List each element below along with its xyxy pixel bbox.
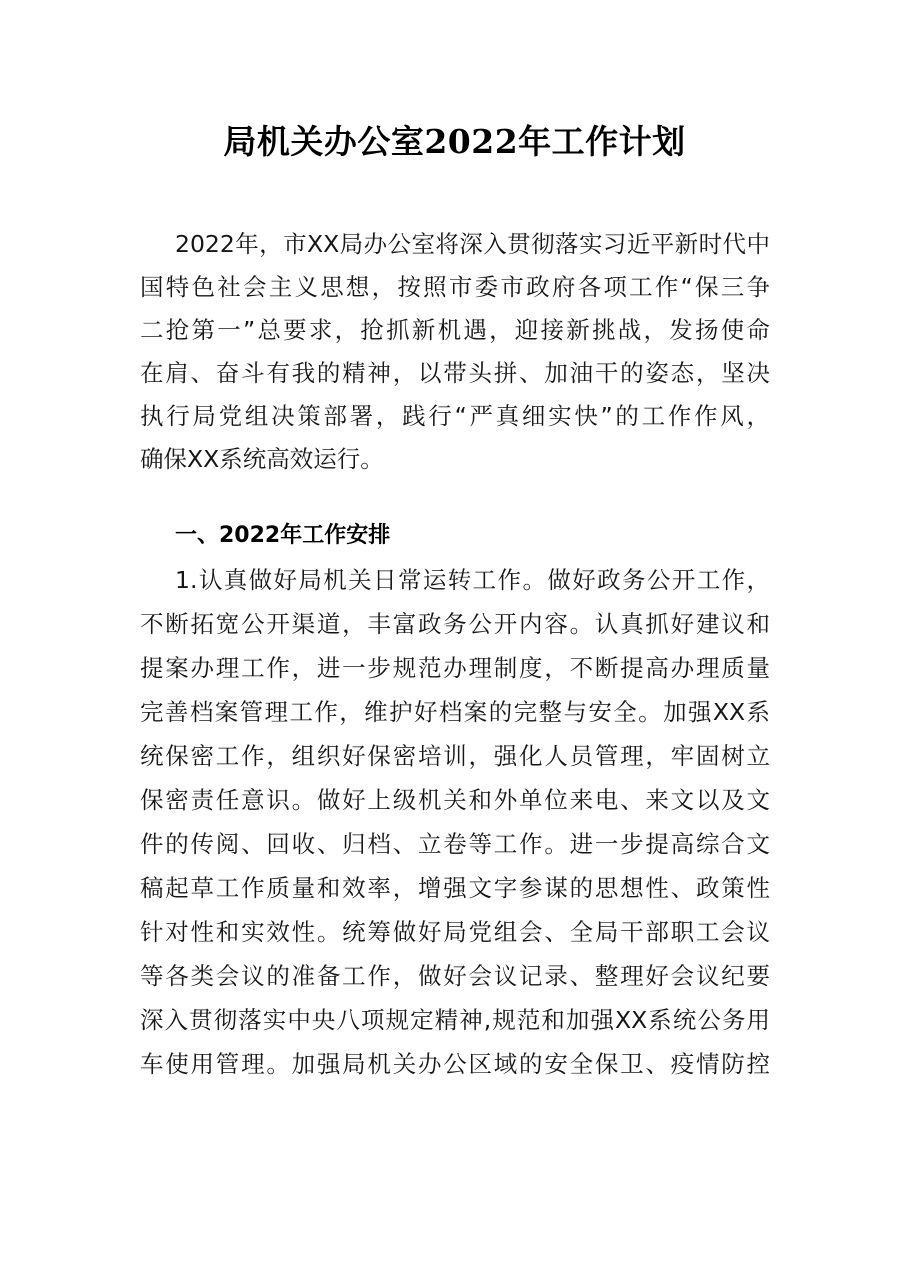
body-line: 针对性和实效性。统筹做好局党组会、全局干部职工会议 xyxy=(140,918,770,946)
body-line: 统保密工作，组织好保密培训，强化人员管理，牢固树立 xyxy=(140,742,770,770)
intro-line: 国特色社会主义思想，按照市委市政府各项工作“保三争 xyxy=(140,273,770,301)
body-line: 稿起草工作质量和效率，增强文字参谋的思想性、政策性 xyxy=(140,874,770,902)
body-line: 不断拓宽公开渠道，丰富政务公开内容。认真抓好建议和 xyxy=(140,610,770,638)
document-title: 局机关办公室2022年工作计划 xyxy=(223,122,686,161)
intro-line: 2022年，市XX局办公室将深入贯彻落实习近平新时代中 xyxy=(175,230,770,258)
intro-line: 执行局党组决策部署，践行“严真细实快”的工作作风， xyxy=(140,402,770,430)
intro-line: 二抢第一”总要求，抢抓新机遇，迎接新挑战，发扬使命 xyxy=(140,316,770,344)
body-line: 深入贯彻落实中央八项规定精神,规范和加强XX系统公务用 xyxy=(140,1006,770,1034)
body-line: 等各类会议的准备工作，做好会议记录、整理好会议纪要 xyxy=(140,962,770,990)
intro-line: 确保XX系统高效运行。 xyxy=(140,445,384,473)
body-line: 完善档案管理工作，维护好档案的完整与安全。加强XX系 xyxy=(140,698,770,726)
body-line: 提案办理工作，进一步规范办理制度，不断提高办理质量 xyxy=(140,654,770,682)
body-line: 保密责任意识。做好上级机关和外单位来电、来文以及文 xyxy=(140,786,770,814)
body-line: 1.认真做好局机关日常运转工作。做好政务公开工作， xyxy=(175,566,770,594)
intro-line: 在肩、奋斗有我的精神，以带头拼、加油干的姿态，坚决 xyxy=(140,359,770,387)
section-heading: 一、2022年工作安排 xyxy=(175,523,391,548)
body-line: 件的传阅、回收、归档、立卷等工作。进一步提高综合文 xyxy=(140,830,770,858)
body-line: 车使用管理。加强局机关办公区域的安全保卫、疫情防控 xyxy=(140,1050,770,1078)
